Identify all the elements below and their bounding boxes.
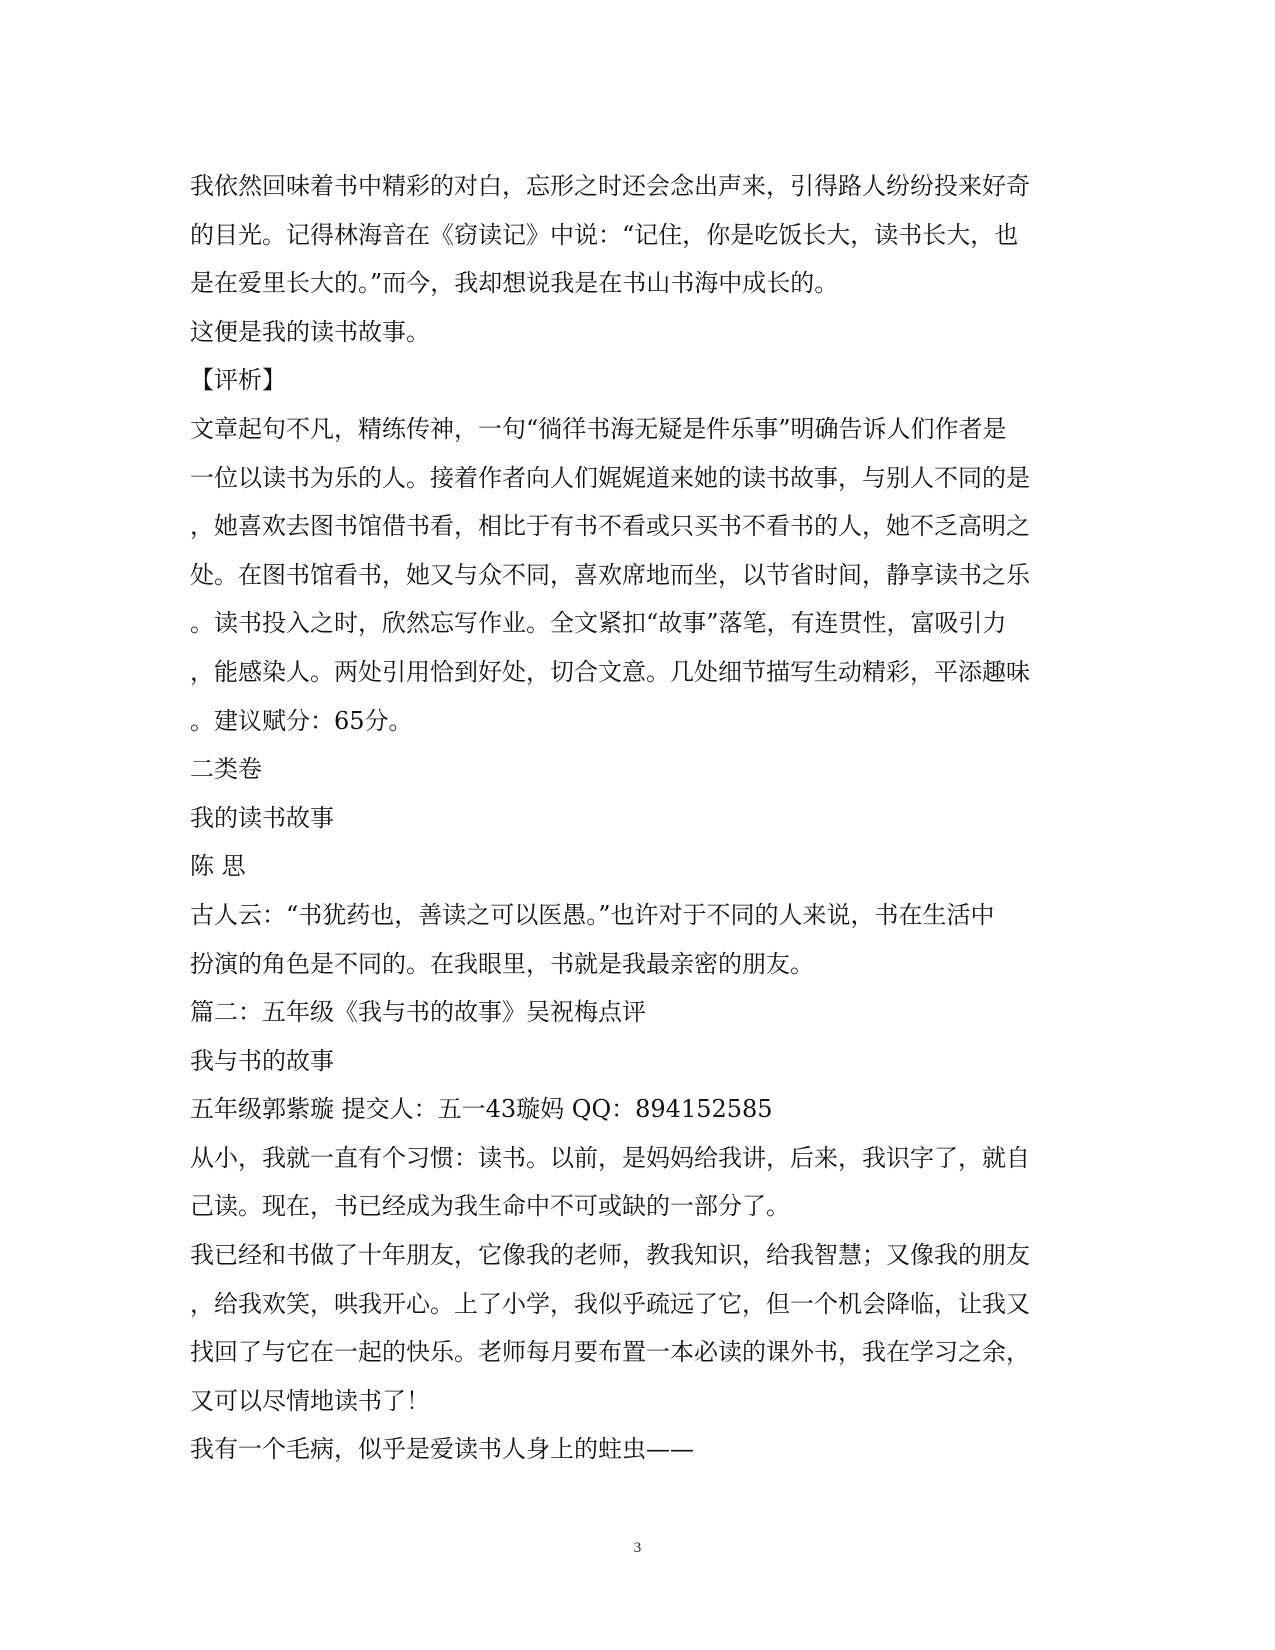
text-line: 。建议赋分：65分。: [190, 706, 413, 735]
text-line: 又可以尽情地读书了！: [190, 1386, 430, 1415]
text-line: 扮演的角色是不同的。在我眼里，书就是我最亲密的朋友。: [190, 949, 814, 978]
category-heading: 二类卷: [190, 755, 262, 784]
text-line: 的目光。记得林海音在《窃读记》中说：“记住，你是吃饭长大，读书长大，也: [190, 220, 1019, 249]
text-line: 找回了与它在一起的快乐。老师每月要布置一本必读的课外书，我在学习之余，: [190, 1338, 1030, 1367]
page-number: 3: [633, 1540, 642, 1556]
text-line: 我有一个毛病，似乎是爱读书人身上的蛀虫——: [190, 1435, 694, 1464]
section-heading-review: 【评析】: [190, 366, 286, 395]
text-line: 是在爱里长大的。”而今，我却想说我是在书山书海中成长的。: [190, 269, 839, 298]
text-line: 。读书投入之时，欣然忘写作业。全文紧扣“故事”落笔，有连贯性，富吸引力: [190, 609, 1007, 638]
essay-author: 陈 思: [190, 852, 246, 881]
text-line: 一位以读书为乐的人。接着作者向人们娓娓道来她的读书故事，与别人不同的是: [190, 463, 1030, 492]
text-line: 古人云：“书犹药也，善读之可以医愚。”也许对于不同的人来说，书在生活中: [190, 900, 995, 929]
text-line: 我已经和书做了十年朋友，它像我的老师，教我知识，给我智慧；又像我的朋友: [190, 1241, 1030, 1270]
essay-title: 我的读书故事: [190, 803, 334, 832]
text-line: ，能感染人。两处引用恰到好处，切合文意。几处细节描写生动精彩，平添趣味: [190, 657, 1030, 686]
text-line: 这便是我的读书故事。: [190, 317, 430, 346]
essay-title: 我与书的故事: [190, 1046, 334, 1075]
chapter-heading: 篇二：五年级《我与书的故事》吴祝梅点评: [190, 998, 646, 1027]
text-line: 从小，我就一直有个习惯：读书。以前，是妈妈给我讲，后来，我识字了，就自: [190, 1143, 1030, 1172]
text-line: ，她喜欢去图书馆借书看，相比于有书不看或只买书不看书的人，她不乏高明之: [190, 512, 1030, 541]
text-line: 处。在图书馆看书，她又与众不同，喜欢席地而坐，以节省时间，静享读书之乐: [190, 560, 1030, 589]
essay-byline: 五年级郭紫璇 提交人：五一43璇妈 QQ：894152585: [190, 1095, 773, 1124]
text-line: 己读。现在，书已经成为我生命中不可或缺的一部分了。: [190, 1192, 790, 1221]
text-line: 文章起句不凡，精练传神，一句“徜徉书海无疑是件乐事”明确告诉人们作者是: [190, 414, 1007, 443]
document-body: [190, 162, 1070, 1474]
text-line: 我依然回味着书中精彩的对白，忘形之时还会念出声来，引得路人纷纷投来好奇: [190, 172, 1030, 200]
text-line: ，给我欢笑，哄我开心。上了小学，我似乎疏远了它，但一个机会降临，让我又: [190, 1289, 1030, 1318]
